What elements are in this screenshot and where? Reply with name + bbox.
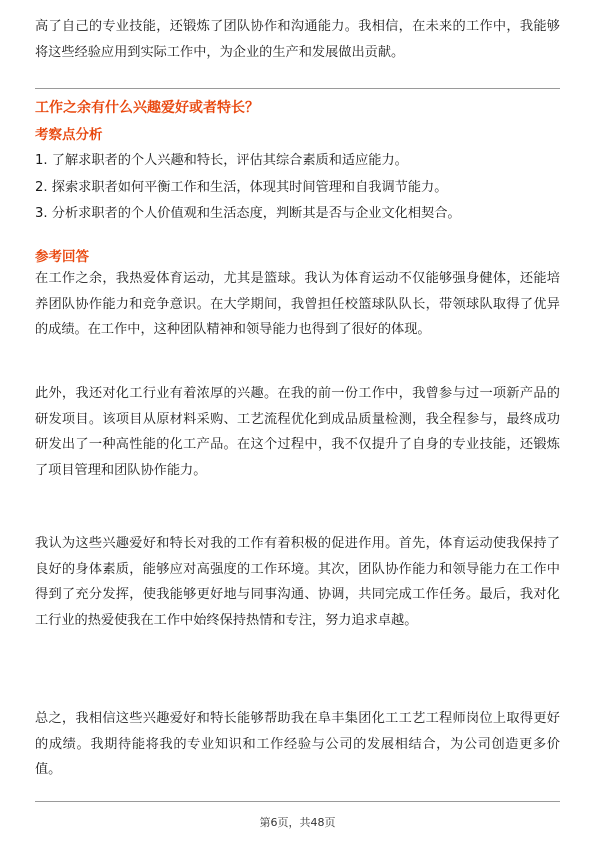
question-heading: 工作之余有什么兴趣爱好或者特长？ [35,100,259,116]
analysis-item: 3. 分析求职者的个人价值观和生活态度，判断其是否与企业文化相契合。 [35,206,461,221]
analysis-item: 2. 探索求职者如何平衡工作和生活，体现其时间管理和自我调节能力。 [35,179,448,195]
intro-paragraph: 高了自己的专业技能，还锻炼了团队协作和沟通能力。我相信，在未来的工作中，我能够将这些经验应用到实际工作中，为企业的生产和发展做出贡献。 [35,19,560,60]
analysis-item: 1. 了解求职者的个人兴趣和特长，评估其综合素质和适应能力。 [35,153,408,168]
answer-heading: 参考回答 [35,249,89,265]
divider-top [35,88,560,89]
divider-bottom [35,801,560,802]
answer-paragraph: 此外，我还对化工行业有着浓厚的兴趣。在我的前一份工作中，我曾参与过一项新产品的研发项目。该项目从原材料采购、工艺流程优化到成品质量检测，我全程参与，最终成功研发出了一种高性能的化工产品。在这个过程中，我不仅提升了自身的专业技能，还锻炼了项目管理和团队协作能力。 [35,386,560,479]
answer-paragraph: 在工作之余，我热爱体育运动，尤其是篮球。我认为体育运动不仅能够强身健体，还能培养团队协作能力和竞争意识。在大学期间，我曾担任校篮球队队长，带领球队取得了优异的成绩。在工作中，这种团队精神和领导能力也得到了很好的体现。 [35,271,560,338]
page-number: 第6页，共48页 [259,816,336,829]
answer-paragraph: 总之，我相信这些兴趣爱好和特长能够帮助我在阜丰集团化工工艺工程师岗位上取得更好的成绩。我期待能将我的专业知识和工作经验与公司的发展相结合，为公司创造更多价值。 [35,711,560,778]
analysis-heading: 考察点分析 [35,127,103,143]
analysis-list [35,148,560,228]
answer-paragraph: 我认为这些兴趣爱好和特长对我的工作有着积极的促进作用。首先，体育运动使我保持了良好的身体素质，能够应对高强度的工作环境。其次，团队协作能力和领导能力在工作中得到了充分发挥，使我能够更好地与同事沟通、协调，共同完成工作任务。最后，我对化工行业的热爱使我在工作中始终保持热情和专注，努力追求卓越。 [35,536,560,629]
